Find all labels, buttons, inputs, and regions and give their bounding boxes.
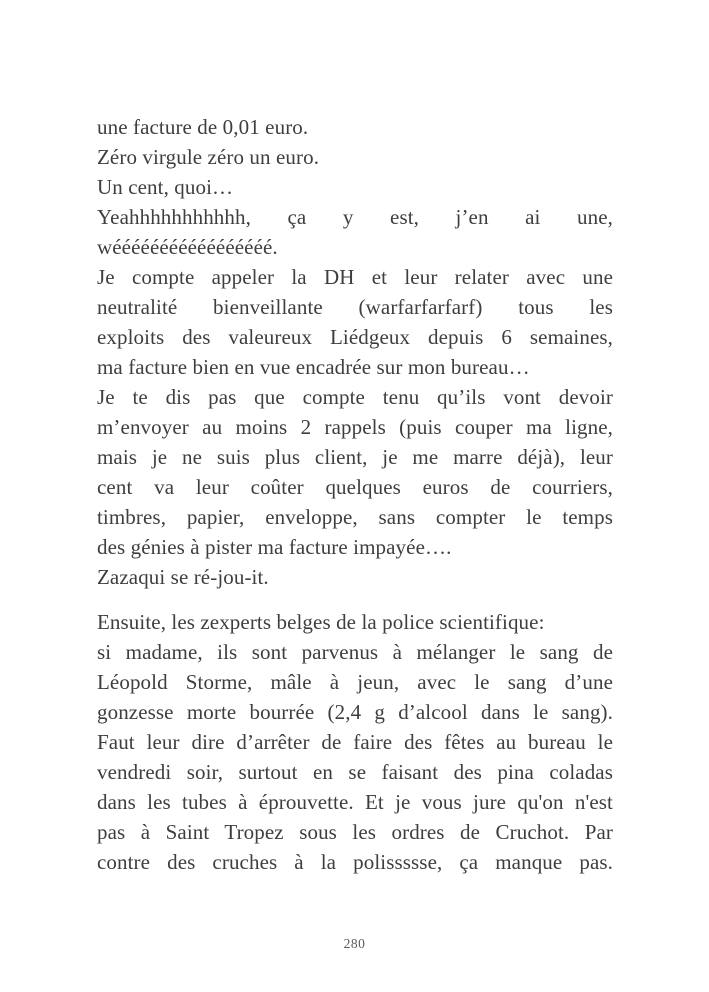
text-line: timbres, papier, enveloppe, sans compter le temps [97, 505, 613, 529]
text-line: wééééééééééééééééé. [97, 235, 278, 259]
text-line: des génies à pister ma facture impayée…. [97, 535, 452, 559]
text-line: cent va leur coûter quelques euros de courriers, [97, 475, 613, 499]
text-line: Léopold Storme, mâle à jeun, avec le sang d’une [97, 670, 613, 694]
text-line: Zéro virgule zéro un euro. [97, 145, 320, 169]
paragraph-1 [97, 112, 613, 592]
text-line: pas à Saint Tropez sous les ordres de Cruchot. Par [97, 820, 613, 844]
text-line: si madame, ils sont parvenus à mélanger le sang de [97, 640, 613, 664]
page-footer [0, 936, 709, 952]
text-line: m’envoyer au moins 2 rappels (puis couper ma ligne, [97, 415, 613, 439]
text-line: dans les tubes à éprouvette. Et je vous jure qu'on n'est [97, 790, 613, 814]
page-number: 280 [343, 936, 366, 951]
paragraph-2 [97, 607, 613, 877]
text-line: neutralité bienveillante (warfarfarfarf) tous les [97, 295, 613, 319]
text-line: Un cent, quoi… [97, 175, 234, 199]
text-line: une facture de 0,01 euro. [97, 115, 309, 139]
text-line: Zazaqui se ré-jou-it. [97, 565, 269, 589]
text-block [97, 112, 613, 877]
text-line: Yeahhhhhhhhhhh, ça y est, j’en ai une, [97, 205, 613, 229]
text-line: exploits des valeureux Liédgeux depuis 6 semaines, [97, 325, 613, 349]
text-line: ma facture bien en vue encadrée sur mon bureau… [97, 355, 530, 379]
text-line: Ensuite, les zexperts belges de la police scientifique: [97, 610, 545, 634]
text-line: vendredi soir, surtout en se faisant des pina coladas [97, 760, 613, 784]
text-line: gonzesse morte bourrée (2,4 g d’alcool dans le sang). [97, 700, 613, 724]
text-line: Faut leur dire d’arrêter de faire des fêtes au bureau le [97, 730, 613, 754]
text-line: mais je ne suis plus client, je me marre déjà), leur [97, 445, 613, 469]
text-line: Je compte appeler la DH et leur relater avec une [97, 265, 613, 289]
text-line: Je te dis pas que compte tenu qu’ils vont devoir [97, 385, 613, 409]
text-line: contre des cruches à la polissssse, ça manque pas. [97, 850, 613, 874]
